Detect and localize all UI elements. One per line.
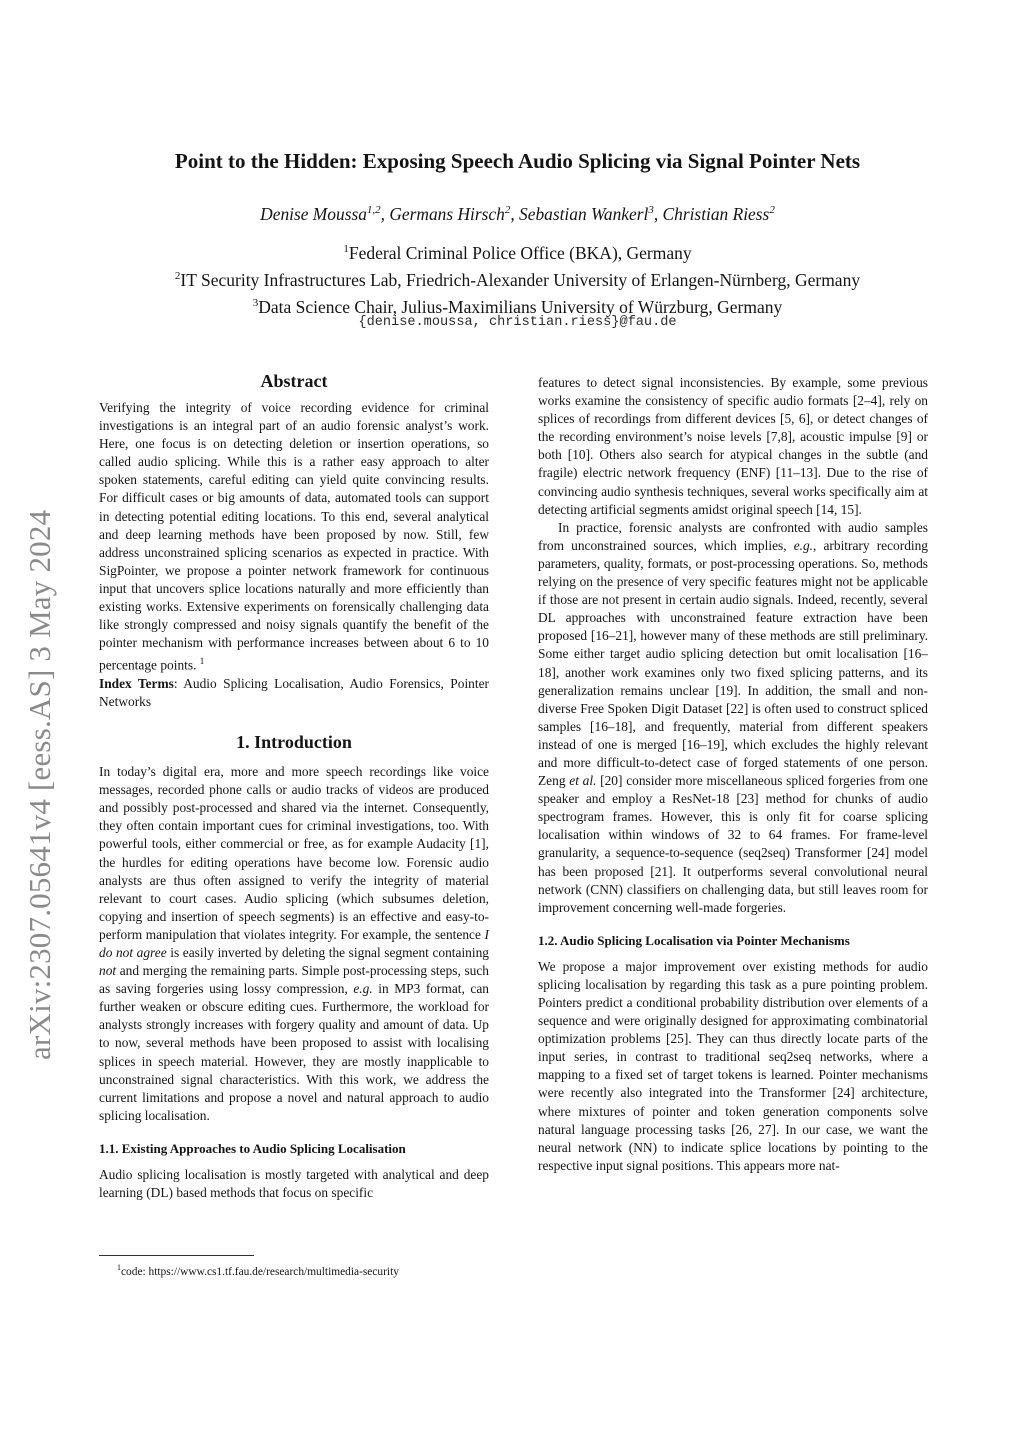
emphasis-text: e.g.: [353, 981, 373, 997]
footnote-text: code: https://www.cs1.tf.fau.de/research/multimedia-security: [121, 1265, 399, 1278]
emphasis-text: I do not agree: [99, 926, 489, 960]
affiliation-text: Data Science Chair, Julius-Maximilians University of Würzburg, Germany: [258, 296, 783, 317]
author-affil-mark: 3: [648, 204, 654, 216]
abstract-body: [99, 399, 489, 675]
affiliation-line: [60, 265, 975, 292]
related-work-paragraph: In practice, forensic analysts are confronted with audio samples from unconstrained sources, which implies, e.g., arbitrary recording parameters, quality, formats, or post-processing operations. So, methods relying on the presence of very specific features might not be applicable if those are not present in certain audio signals. Indeed, recently, several DL approaches with unconstrained feature extraction have been proposed [16–21], however many of these methods are still preliminary. Some either target audio splicing detection but omit localisation [16–18], another work examines only two fixed splicing patterns, and its generalization remains unclear [19]. In addition, the small and non-diverse Free Spoken Digit Dataset [22] is often used to construct spliced samples [16–18], and frequently, material from different speakers instead of one is merged [16–19], which excludes the highly relevant and more difficult-to-detect case of forged statements of one person. Zeng et al. [20] consider more miscellaneous spliced forgeries from one speaker and employ a ResNet-18 [23] method for chunks of audio spectrogram frames. However, this is only fit for coarse splicing localisation within windows of 32 to 64 frames. For frame-level granularity, a sequence-to-sequence (seq2seq) Transformer [24] model has been proposed [21]. It outperforms several convolutional neural network (CNN) classifiers on challenging data, but still leaves room for improvement concerning well-made forgeries.: [538, 519, 928, 915]
subsection-heading-pointer-mechanisms: 1.2. Audio Splicing Localisation via Pointer Mechanisms: [538, 932, 850, 948]
affiliation-mark: 1: [343, 243, 349, 255]
author-separator: ,: [510, 203, 520, 224]
paper-title: Point to the Hidden: Exposing Speech Audio Splicing via Signal Pointer Nets: [174, 149, 861, 173]
affiliation-text: IT Security Infrastructures Lab, Friedrich-Alexander University of Erlangen-Nürnberg, Germany: [180, 269, 861, 290]
author-separator: ,: [653, 203, 663, 224]
author-name: Christian Riess: [662, 203, 770, 224]
affiliation-list: [60, 238, 975, 318]
pointer-mechanisms-paragraph: We propose a major improvement over existing methods for audio splicing localisation by regarding this task as a pure pointing problem. Pointers predict a conditional probability distribution over elements of a sequence and were originally designed for approximating combinatorial optimization problems [25]. They can thus directly locate parts of the input series, in contrast to traditional seq2seq networks, where a mapping to a fixed set of target tokens is learned. Pointer mechanisms were recently also integrated into the Transformer [24] architecture, where mixtures of pointer and token generation components solve natural language processing tasks [26, 27]. In our case, we want the neural network (NN) to indicate splice locations by pointing to the respective input signal positions. This appears more nat-: [538, 958, 928, 1173]
intro-paragraph: In today’s digital era, more and more speech recordings like voice messages, recorded phone calls or audio tracks of videos are produced and possibly post-processed and shared via the internet. Consequently, they often contain important cues for criminal investigations, too. With powerful tools, either commercial or free, as for example Audacity [1], the hurdles for editing operations have become low. Forensic audio analysts are thus often assigned to verify the integrity of material relevant to court cases. Audio splicing (which subsumes deletion, copying and insertion of speech segments) is an effective and easy-to-perform manipulation that violates integrity. For example, the sentence I do not agree is easily inverted by deleting the signal segment containing not and merging the remaining parts. Simple post-processing steps, such as saving forgeries using lossy compression, e.g. in MP3 format, can further weaken or obscure editing cues. Furthermore, the workload for analysts strongly increases with forgery quality and amount of data. Up to now, several methods have been proposed to assist with localising splices in speech material. However, they are mostly inapplicable to unconstrained signal characteristics. With this work, we address the current limitations and propose a novel and natural approach to audio splicing localisation.: [99, 764, 489, 1123]
subsection-heading-existing-approaches: 1.1. Existing Approaches to Audio Splicing Localisation: [99, 1140, 406, 1156]
author-affil-mark: 2: [769, 204, 775, 216]
right-column: [538, 374, 928, 1175]
index-terms-label: Index Terms: [99, 675, 174, 691]
author-affil-mark: 1,2: [366, 204, 381, 216]
related-work-paragraph: features to detect signal inconsistencies. By example, some previous works examine the consistency of specific audio formats [2–4], rely on splices of recordings from different devices [5, 6], or detect changes of the recording environment’s noise levels [7,8], acoustic impulse [9] or both [10]. Others also search for atypical changes in the subtle (and fragile) electric network frequency (ENF) [11–13]. Due to the rise of convincing audio synthesis techniques, several works specifically aim at detecting artificial segments amidst original speech [14, 15].: [538, 375, 928, 517]
emphasis-text: e.g.: [793, 537, 814, 553]
affiliation-mark: 3: [252, 296, 259, 309]
emphasis-text: not: [99, 963, 117, 979]
existing-approaches-paragraph: Audio splicing localisation is mostly targeted with analytical and deep learning (DL) based methods that focus on specific: [99, 1166, 489, 1201]
abstract-heading: Abstract: [260, 371, 328, 391]
left-column: [99, 370, 489, 1202]
index-terms: [99, 675, 489, 711]
contact-email: {denise.moussa, christian.riess}@fau.de: [358, 315, 677, 330]
affiliation-mark: 2: [174, 269, 181, 282]
abstract-text: Verifying the integrity of voice recording evidence for criminal investigations is an integral part of an audio forensic analyst’s work. Here, one focus is on detecting deletion or insertion operations, so called audio splicing. While this is a rather easy approach to alter spoken statements, careful editing can yield quite convincing results. For difficult cases or big amounts of data, automated tools can support in detecting potential editing locations. To this end, several analytical and deep learning methods have been proposed by now. Still, few address unconstrained splicing scenarios as expected in practice. With SigPointer, we propose a pointer network framework for continuous input that uncovers splice locations naturally and more efficiently than existing works. Extensive experiments on forensically challenging data like strongly compressed and noisy signals quantify the benefit of the pointer mechanism with performance increases between about 6 to 10 percentage points.: [99, 400, 489, 673]
affiliation-line: [60, 238, 975, 265]
emphasis-text: et al.: [569, 773, 597, 789]
affiliation-text: Federal Criminal Police Office (BKA), Germany: [348, 242, 692, 263]
footnote-mark: 1: [199, 656, 205, 667]
author-name: Denise Moussa: [260, 203, 367, 224]
author-separator: ,: [380, 203, 390, 224]
author-name: Germans Hirsch: [389, 203, 505, 224]
footnote: [117, 1260, 489, 1280]
arxiv-identifier-stamp: arXiv:2307.05641v4 [eess.AS] 3 May 2024: [22, 509, 57, 1060]
footnote-divider: [99, 1255, 254, 1256]
section-heading-introduction: 1. Introduction: [236, 732, 352, 753]
author-affil-mark: 2: [504, 204, 511, 216]
author-list: [60, 198, 975, 226]
index-terms-text: : Audio Splicing Localisation, Audio Forensics, Pointer Networks: [99, 675, 489, 709]
author-name: Sebastian Wankerl: [519, 203, 649, 224]
footnote-number: 1: [117, 1263, 121, 1272]
